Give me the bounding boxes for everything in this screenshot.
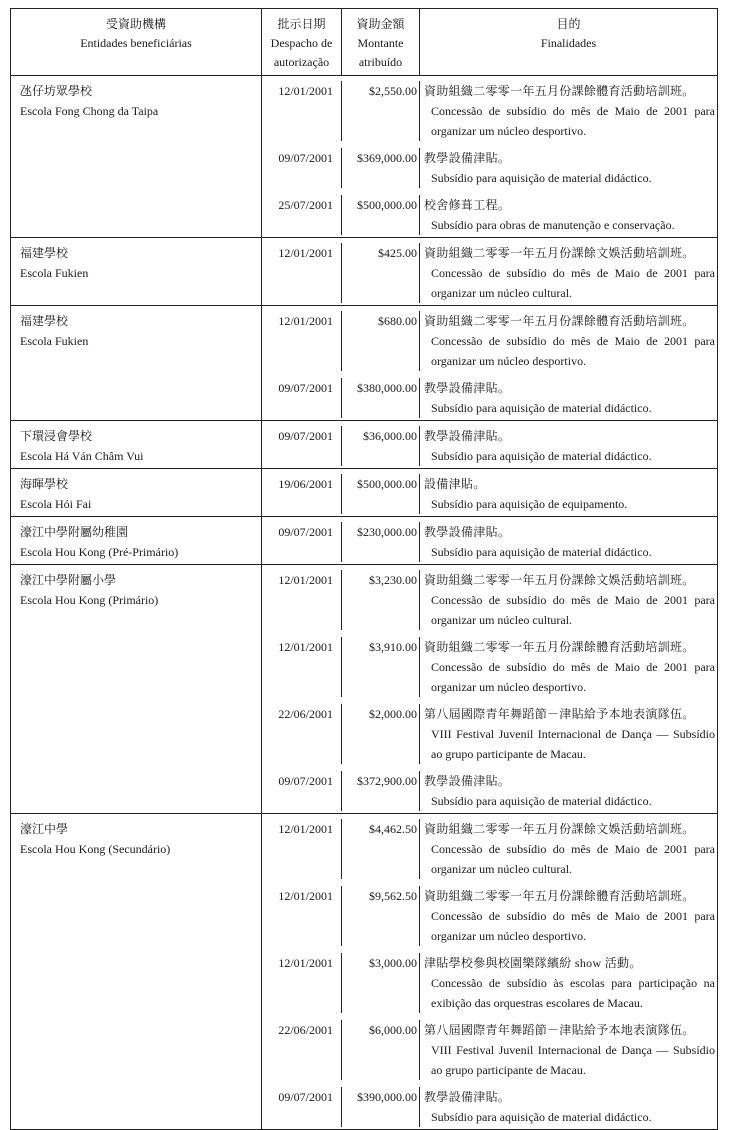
grant-row — [262, 1015, 717, 1082]
header-finalidades — [419, 9, 717, 75]
table-header — [11, 9, 717, 76]
grant-purpose-pt: Concessão de subsídio do mês de Maio de 2001 para organizar um núcleo cultural. — [431, 593, 715, 627]
grant-row — [262, 517, 717, 564]
grant-date: 09/07/2001 — [262, 148, 342, 188]
grant-purpose-pt: Subsídio para aquisição de equipamento. — [431, 497, 628, 511]
entity-row — [11, 517, 717, 565]
grant-purpose-zh: 津貼學校參與校園樂隊繽紛 show 活動。 — [424, 956, 642, 970]
grant-amount: $680.00 — [342, 311, 420, 371]
entity-name-zh: 濠江中學 — [20, 822, 69, 836]
grant-row — [262, 1082, 717, 1129]
grant-purpose — [420, 704, 718, 764]
grant-row — [262, 238, 717, 305]
grant-date: 12/01/2001 — [262, 637, 342, 697]
grant-purpose — [420, 1087, 718, 1127]
entity-name-zh: 濠江中學附屬幼稚園 — [20, 525, 129, 539]
grant-date: 12/01/2001 — [262, 81, 342, 141]
grant-list — [261, 238, 717, 305]
grant-purpose-pt: Subsídio para aquisição de material didáctico. — [431, 449, 652, 463]
grant-row — [262, 814, 717, 881]
entity-name-zh: 下環浸會學校 — [20, 429, 93, 443]
grant-purpose-pt: Concessão de subsídio do mês de Maio de 2001 para organizar um núcleo desportivo. — [431, 909, 715, 943]
header-montante — [341, 9, 419, 75]
grant-date: 09/07/2001 — [262, 771, 342, 811]
header-entities-pt: Entidades beneficiárias — [80, 36, 192, 50]
grant-amount: $6,000.00 — [342, 1020, 420, 1080]
grant-purpose-pt: Concessão de subsídio do mês de Maio de 2001 para organizar um núcleo desportivo. — [431, 334, 715, 368]
entity-name-zh: 福建學校 — [20, 314, 69, 328]
grant-amount: $500,000.00 — [342, 474, 420, 514]
grant-purpose — [420, 771, 718, 811]
grant-list — [261, 814, 717, 1129]
entity-row — [11, 306, 717, 421]
grant-purpose-pt: VIII Festival Juvenil Internacional de Dança — Subsídio ao grupo participante de Macau. — [431, 1043, 715, 1077]
header-entities-zh: 受資助機構 — [105, 17, 166, 31]
grant-row — [262, 190, 717, 237]
entity-name — [11, 421, 261, 468]
grant-row — [262, 948, 717, 1015]
grant-list — [261, 469, 717, 516]
entity-name-pt: Escola Hou Kong (Primário) — [20, 593, 159, 607]
grant-amount: $2,550.00 — [342, 81, 420, 141]
entity-name-pt: Escola Fong Chong da Taipa — [20, 104, 159, 118]
grant-row — [262, 373, 717, 420]
grant-date: 22/06/2001 — [262, 704, 342, 764]
grant-purpose-zh: 資助組織二零零一年五月份課餘體育活動培訓班。 — [424, 889, 695, 903]
grant-row — [262, 632, 717, 699]
grant-date: 12/01/2001 — [262, 819, 342, 879]
grant-row — [262, 766, 717, 813]
entity-row — [11, 421, 717, 469]
grant-date: 12/01/2001 — [262, 243, 342, 303]
grant-purpose-pt: Concessão de subsídio do mês de Maio de 2001 para organizar um núcleo cultural. — [431, 266, 715, 300]
grant-purpose-zh: 設備津貼。 — [424, 477, 486, 491]
grant-amount: $3,910.00 — [342, 637, 420, 697]
subsidy-table — [10, 8, 718, 1130]
grant-amount: $4,462.50 — [342, 819, 420, 879]
grant-list — [261, 421, 717, 468]
grant-date: 09/07/2001 — [262, 1087, 342, 1127]
entity-name-zh: 福建學校 — [20, 246, 69, 260]
grant-purpose-pt: VIII Festival Juvenil Internacional de Dança — Subsídio ao grupo participante de Macau. — [431, 727, 715, 761]
entity-name — [11, 76, 261, 237]
grant-row — [262, 306, 717, 373]
grant-purpose-pt: Subsídio para aquisição de material didáctico. — [431, 1110, 652, 1124]
grant-purpose — [420, 886, 718, 946]
grant-row — [262, 421, 717, 468]
grant-purpose — [420, 195, 718, 235]
grant-amount: $372,900.00 — [342, 771, 420, 811]
header-finalidades-pt: Finalidades — [540, 36, 597, 50]
entity-name — [11, 517, 261, 564]
grant-purpose — [420, 637, 718, 697]
entity-name-zh: 氹仔坊眾學校 — [20, 84, 93, 98]
header-despacho-pt1: Despacho de — [270, 36, 333, 50]
grant-purpose-zh: 教學設備津貼。 — [424, 151, 511, 165]
grant-list — [261, 517, 717, 564]
grant-purpose-zh: 第八屆國際青年舞蹈節－津貼給予本地表演隊伍。 — [424, 1023, 695, 1037]
grant-purpose-zh: 資助組織二零零一年五月份課餘體育活動培訓班。 — [424, 314, 695, 328]
grant-purpose-pt: Subsídio para aquisição de material didáctico. — [431, 545, 652, 559]
header-despacho-pt2: autorização — [273, 55, 330, 69]
grant-purpose — [420, 570, 718, 630]
grant-amount: $36,000.00 — [342, 426, 420, 466]
grant-purpose-pt: Subsídio para aquisição de material didáctico. — [431, 794, 652, 808]
grant-purpose — [420, 81, 718, 141]
grant-purpose — [420, 953, 718, 1013]
entity-name-pt: Escola Hói Fai — [20, 497, 92, 511]
grant-amount: $3,000.00 — [342, 953, 420, 1013]
grant-purpose-zh: 資助組織二零零一年五月份課餘文娛活動培訓班。 — [424, 246, 695, 260]
grant-row — [262, 469, 717, 516]
grant-purpose-zh: 資助組織二零零一年五月份課餘文娛活動培訓班。 — [424, 822, 695, 836]
grant-purpose-pt: Concessão de subsídio do mês de Maio de 2001 para organizar um núcleo cultural. — [431, 842, 715, 876]
grant-purpose-zh: 教學設備津貼。 — [424, 381, 511, 395]
grant-date: 12/01/2001 — [262, 570, 342, 630]
entity-name — [11, 469, 261, 516]
grant-amount: $2,000.00 — [342, 704, 420, 764]
header-despacho-zh: 批示日期 — [277, 17, 326, 31]
grant-date: 09/07/2001 — [262, 522, 342, 562]
grant-date: 12/01/2001 — [262, 311, 342, 371]
grant-purpose — [420, 243, 718, 303]
header-entities — [11, 9, 261, 75]
grant-purpose — [420, 522, 718, 562]
entity-name-pt: Escola Fukien — [20, 334, 89, 348]
grant-date: 12/01/2001 — [262, 953, 342, 1013]
entity-row — [11, 469, 717, 517]
table-body — [11, 76, 717, 1130]
grant-row — [262, 881, 717, 948]
grant-amount: $9,562.50 — [342, 886, 420, 946]
grant-date: 25/07/2001 — [262, 195, 342, 235]
entity-row — [11, 76, 717, 238]
grant-purpose — [420, 1020, 718, 1080]
grant-amount: $3,230.00 — [342, 570, 420, 630]
grant-purpose-zh: 資助組織二零零一年五月份課餘體育活動培訓班。 — [424, 640, 695, 654]
grant-purpose — [420, 378, 718, 418]
grant-purpose-zh: 教學設備津貼。 — [424, 429, 511, 443]
grant-purpose-pt: Concessão de subsídio do mês de Maio de 2001 para organizar um núcleo desportivo. — [431, 660, 715, 694]
grant-amount: $369,000.00 — [342, 148, 420, 188]
grant-purpose-zh: 資助組織二零零一年五月份課餘文娛活動培訓班。 — [424, 573, 695, 587]
entity-name-pt: Escola Fukien — [20, 266, 89, 280]
header-montante-zh: 資助金額 — [356, 17, 405, 31]
header-montante-pt2: atribuído — [358, 55, 403, 69]
entity-name-pt: Escola Há Ván Châm Vui — [20, 449, 144, 463]
entity-name-zh: 海暉學校 — [20, 477, 69, 491]
entity-name — [11, 814, 261, 1129]
grant-list — [261, 565, 717, 813]
grant-row — [262, 565, 717, 632]
header-despacho — [261, 9, 341, 75]
header-finalidades-zh: 目的 — [556, 17, 581, 31]
grant-date: 09/07/2001 — [262, 426, 342, 466]
grant-purpose — [420, 311, 718, 371]
grant-list — [261, 306, 717, 420]
entity-row — [11, 565, 717, 814]
header-montante-pt1: Montante — [357, 36, 404, 50]
grant-purpose-pt: Concessão de subsídio do mês de Maio de 2001 para organizar um núcleo desportivo. — [431, 104, 715, 138]
entity-name — [11, 306, 261, 420]
grant-purpose-pt: Concessão de subsídio às escolas para participação na exibição das orquestras escolares de Macau. — [431, 976, 715, 1010]
grant-purpose — [420, 426, 718, 466]
grant-purpose-zh: 校舍修葺工程。 — [424, 198, 511, 212]
grant-amount: $500,000.00 — [342, 195, 420, 235]
grant-amount: $380,000.00 — [342, 378, 420, 418]
grant-purpose — [420, 474, 718, 514]
grant-row — [262, 699, 717, 766]
grant-purpose — [420, 148, 718, 188]
grant-purpose-zh: 教學設備津貼。 — [424, 774, 511, 788]
grant-purpose-zh: 教學設備津貼。 — [424, 525, 511, 539]
entity-name-pt: Escola Hou Kong (Secundário) — [20, 842, 171, 856]
entity-row — [11, 238, 717, 306]
entity-name — [11, 238, 261, 305]
grant-purpose-pt: Subsídio para aquisição de material didáctico. — [431, 401, 652, 415]
entity-name-pt: Escola Hou Kong (Pré-Primário) — [20, 545, 179, 559]
grant-purpose-zh: 教學設備津貼。 — [424, 1090, 511, 1104]
entity-name-zh: 濠江中學附屬小學 — [20, 573, 117, 587]
grant-date: 19/06/2001 — [262, 474, 342, 514]
grant-list — [261, 76, 717, 237]
entity-name — [11, 565, 261, 813]
grant-purpose-pt: Subsídio para obras de manutenção e conservação. — [431, 218, 675, 232]
grant-amount: $425.00 — [342, 243, 420, 303]
grant-purpose-zh: 資助組織二零零一年五月份課餘體育活動培訓班。 — [424, 84, 695, 98]
grant-date: 12/01/2001 — [262, 886, 342, 946]
grant-row — [262, 76, 717, 143]
grant-date: 09/07/2001 — [262, 378, 342, 418]
entity-row — [11, 814, 717, 1130]
grant-purpose — [420, 819, 718, 879]
grant-row — [262, 143, 717, 190]
grant-purpose-pt: Subsídio para aquisição de material didáctico. — [431, 171, 652, 185]
grant-amount: $390,000.00 — [342, 1087, 420, 1127]
grant-amount: $230,000.00 — [342, 522, 420, 562]
grant-purpose-zh: 第八屆國際青年舞蹈節－津貼給予本地表演隊伍。 — [424, 707, 695, 721]
grant-date: 22/06/2001 — [262, 1020, 342, 1080]
